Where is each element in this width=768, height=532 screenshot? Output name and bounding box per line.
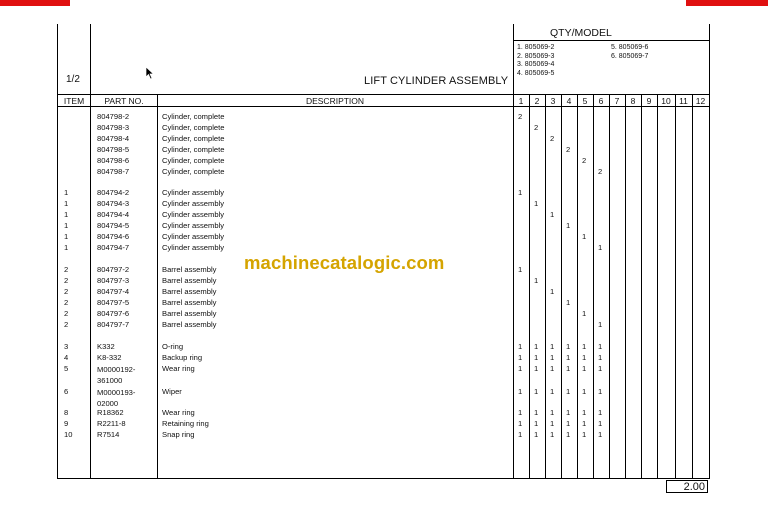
part-number: 804798-5 [97,145,130,154]
qty-value: 1 [518,387,523,396]
part-number: 804798-2 [97,112,130,121]
red-tab-right[interactable] [686,0,768,6]
qty-value: 1 [566,408,571,417]
part-description: Barrel assembly [162,287,217,296]
part-number: R2211-8 [97,419,126,428]
qty-value: 1 [550,353,555,362]
qty-col-header: 6 [598,96,604,106]
qty-col-line [561,94,562,478]
qty-col-header: 3 [550,96,556,106]
qty-col-line [692,94,693,478]
part-description: Wear ring [162,408,195,417]
model-legend-col1 [517,44,554,78]
qty-col-line [593,94,594,478]
qty-col-line [625,94,626,478]
part-col-line [157,94,158,478]
part-description: Cylinder, complete [162,145,225,154]
qty-value: 1 [518,419,523,428]
part-number: R7514 [97,430,120,439]
qty-value: 1 [598,320,603,329]
red-tab-left[interactable] [0,0,70,6]
item-number: 2 [64,287,69,296]
frame-bottom [57,478,710,479]
qty-value: 2 [566,145,571,154]
item-col-line [90,94,91,478]
qty-value: 1 [534,430,539,439]
qty-col-line [577,94,578,478]
qty-area-line [513,24,514,478]
qty-value: 1 [518,364,523,373]
part-description: Cylinder, complete [162,123,225,132]
part-number [97,364,135,386]
qty-value: 1 [582,430,587,439]
item-number: 6 [64,387,69,396]
qty-value: 1 [534,342,539,351]
qty-value: 2 [582,156,587,165]
qty-value: 2 [598,167,603,176]
qty-col-header: 7 [614,96,620,106]
part-number: 804794-3 [97,199,130,208]
qty-value: 1 [534,419,539,428]
part-description: Cylinder, complete [162,156,225,165]
item-number: 1 [64,199,69,208]
part-description: Cylinder assembly [162,243,225,252]
part-number: 804794-6 [97,232,130,241]
qty-value: 1 [534,387,539,396]
qty-value: 1 [598,243,603,252]
part-description: Cylinder, complete [162,134,225,143]
qty-col-header: 10 [661,96,671,106]
qty-value: 1 [582,232,587,241]
qty-value: 1 [598,364,603,373]
item-number: 2 [64,320,69,329]
qty-col-line [609,94,610,478]
part-number: 804797-4 [97,287,130,296]
model-legend-item: 6. 805069-7 [611,52,649,60]
part-description: Wiper [162,387,182,396]
qty-value: 1 [534,276,539,285]
model-legend-col2 [611,44,648,61]
item-number: 2 [64,309,69,318]
part-number: 804794-5 [97,221,130,230]
part-number: K8-332 [97,353,122,362]
qty-col-header: 4 [566,96,572,106]
qty-value: 1 [598,419,603,428]
part-number: K332 [97,342,115,351]
part-description: Cylinder, complete [162,167,225,176]
qty-col-line [675,94,676,478]
qty-value: 1 [550,387,555,396]
part-number-line: M0000193- [97,388,136,397]
item-number: 10 [64,430,73,439]
qty-col-header: 8 [630,96,636,106]
part-description: Cylinder assembly [162,199,225,208]
model-legend-item: 5. 805069-6 [611,44,649,51]
qty-value: 1 [582,408,587,417]
page-number: 1/2 [66,74,80,85]
qty-value: 1 [518,265,523,274]
model-legend-item: 4. 805069-5 [517,69,555,77]
part-description: Cylinder assembly [162,221,225,230]
item-number: 8 [64,408,69,417]
header-line [57,94,710,95]
part-description: Barrel assembly [162,309,217,318]
qty-value: 1 [518,353,523,362]
item-number: 4 [64,353,69,362]
qty-col-line [641,94,642,478]
part-description: Snap ring [162,430,195,439]
item-number: 2 [64,298,69,307]
part-description: Cylinder assembly [162,188,225,197]
qty-value: 1 [582,342,587,351]
qty-value: 1 [566,353,571,362]
item-number: 1 [64,243,69,252]
part-number: 804798-7 [97,167,130,176]
part-description: Barrel assembly [162,276,217,285]
part-description: O-ring [162,342,184,351]
part-description: Retaining ring [162,419,209,428]
qty-model-title: QTY/MODEL [550,27,612,39]
item-number: 5 [64,364,69,373]
part-number: 804798-3 [97,123,130,132]
qty-value: 1 [566,419,571,428]
part-description: Barrel assembly [162,298,217,307]
item-number: 2 [64,265,69,274]
part-number: 804794-4 [97,210,130,219]
qty-value: 1 [598,408,603,417]
qty-col-line [545,94,546,478]
model-legend-item: 1. 805069-2 [517,44,555,51]
qty-value: 1 [566,221,571,230]
item-number: 1 [64,188,69,197]
part-number-line: 02000 [97,399,119,408]
frame-left [57,24,58,479]
qty-col-header: 5 [582,96,588,106]
qty-value: 1 [598,342,603,351]
part-number: 804797-6 [97,309,130,318]
part-number: 804794-2 [97,188,130,197]
qty-col-line [657,94,658,478]
part-description: Cylinder assembly [162,210,225,219]
page-title: LIFT CYLINDER ASSEMBLY [364,75,509,87]
part-description: Backup ring [162,353,203,362]
model-legend-item: 3. 805069-4 [517,61,555,68]
watermark: machinecatalogic.com [244,252,445,273]
qty-col-line [529,94,530,478]
part-number: 804797-3 [97,276,130,285]
qty-value: 1 [518,408,523,417]
col-header-item: ITEM [63,96,85,106]
qty-value: 1 [582,353,587,362]
qty-value: 1 [518,430,523,439]
part-number-line: 361000 [97,376,123,385]
part-description: Barrel assembly [162,265,217,274]
item-number: 1 [64,210,69,219]
item-number: 1 [64,232,69,241]
qty-col-header: 9 [646,96,652,106]
qty-col-header: 2 [534,96,540,106]
part-number: 804797-5 [97,298,130,307]
part-number: 804797-2 [97,265,130,274]
qty-value: 1 [518,188,523,197]
frame-right [709,24,710,479]
part-number: 804797-7 [97,320,130,329]
item-number: 3 [64,342,69,351]
qty-title-underline [513,40,709,41]
part-number [97,387,135,409]
qty-value: 1 [598,387,603,396]
part-number: 804798-4 [97,134,130,143]
qty-value: 2 [518,112,523,121]
item-number: 1 [64,221,69,230]
qty-col-header: 1 [518,96,524,106]
qty-value: 1 [550,408,555,417]
item-number: 9 [64,419,69,428]
qty-value: 1 [550,430,555,439]
qty-value: 1 [582,309,587,318]
mouse-cursor-icon [145,66,155,80]
qty-col-header: 12 [695,96,706,106]
qty-value: 1 [534,408,539,417]
part-description: Cylinder assembly [162,232,225,241]
model-legend-item: 2. 805069-3 [517,52,555,60]
qty-value: 1 [566,342,571,351]
column-header-line [57,106,710,107]
page-footer-number: 2.00 [666,480,708,493]
header-divider-1 [90,24,91,94]
qty-value: 2 [550,134,555,143]
col-header-part: PART NO. [104,96,144,106]
qty-value: 1 [582,419,587,428]
part-number-line: M0000192- [97,365,136,374]
part-description: Barrel assembly [162,320,217,329]
qty-col-header: 11 [679,96,688,106]
qty-value: 1 [566,364,571,373]
qty-value: 1 [534,199,539,208]
qty-value: 1 [550,287,555,296]
item-number: 2 [64,276,69,285]
qty-value: 1 [534,364,539,373]
qty-value: 1 [598,353,603,362]
qty-value: 1 [598,430,603,439]
col-header-description: DESCRIPTION [305,96,365,106]
qty-value: 1 [566,387,571,396]
qty-value: 1 [518,342,523,351]
part-number: 804794-7 [97,243,130,252]
part-number: R18362 [97,408,124,417]
qty-value: 1 [550,364,555,373]
qty-value: 2 [534,123,539,132]
qty-value: 1 [550,419,555,428]
part-description: Cylinder, complete [162,112,225,121]
qty-value: 1 [550,210,555,219]
qty-value: 1 [582,364,587,373]
qty-value: 1 [582,387,587,396]
part-description: Wear ring [162,364,195,373]
part-number: 804798-6 [97,156,130,165]
qty-value: 1 [566,430,571,439]
qty-value: 1 [550,342,555,351]
qty-value: 1 [566,298,571,307]
qty-value: 1 [534,353,539,362]
